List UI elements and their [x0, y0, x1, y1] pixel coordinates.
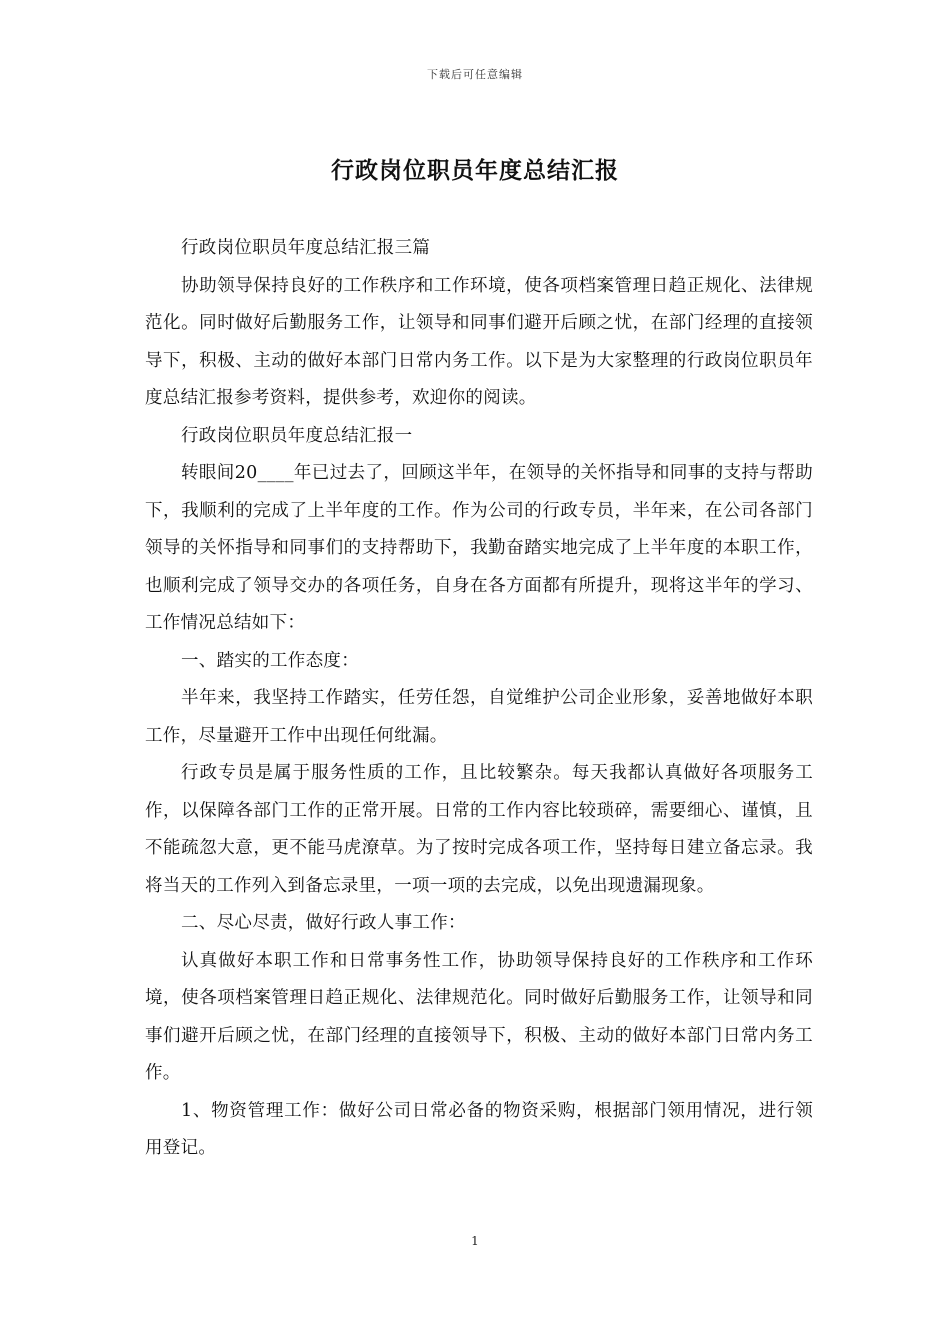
section-heading: 二、尽心尽责，做好行政人事工作：	[181, 913, 466, 933]
header-note: 下载后可任意编辑	[427, 68, 523, 81]
section-heading: 一、踏实的工作态度：	[181, 650, 359, 671]
paragraph: 行政专员是属于服务性质的工作，且比较繁杂。每天我都认真做好各项服务工作，以保障各部门工作的正常开展。日常的工作内容比较琐碎，需要细心、谨慎，且不能疏忽大意，更不能马虎潦草。为了按时完成各项工作，坚持每日建立备忘录。我将当天的工作列入到备忘录里，一项一项的去完成，以免出现遗漏现象。	[145, 763, 813, 896]
paragraph: 1、物资管理工作：做好公司日常必备的物资采购，根据部门领用情况，进行领用登记。	[145, 1100, 813, 1158]
paragraph: 行政岗位职员年度总结汇报三篇	[181, 238, 431, 258]
page-number: 1	[471, 1234, 479, 1248]
paragraph: 协助领导保持良好的工作秩序和工作环境，使各项档案管理日趋正规化、法律规范化。同时做好后勤服务工作，让领导和同事们避开后顾之忧，在部门经理的直接领导下，积极、主动的做好本部门日常内务工作。以下是为大家整理的行政岗位职员年度总结汇报参考资料，提供参考，欢迎你的阅读。	[145, 275, 813, 408]
paragraph: 转眼间20____年已过去了，回顾这半年，在领导的关怀指导和同事的支持与帮助下，我顺利的完成了上半年度的工作。作为公司的行政专员，半年来，在公司各部门领导的关怀指导和同事们的支持帮助下，我勤奋踏实地完成了上半年度的本职工作，也顺利完成了领导交办的各项任务，自身在各方面都有所提升，现将这半年的学习、工作情况总结如下：	[145, 463, 813, 633]
paragraph: 半年来，我坚持工作踏实，任劳任怨，自觉维护公司企业形象，妥善地做好本职工作，尽量避开工作中出现任何纰漏。	[145, 688, 813, 746]
document-body	[145, 230, 813, 1168]
paragraph: 认真做好本职工作和日常事务性工作，协助领导保持良好的工作秩序和工作环境，使各项档案管理日趋正规化、法律规范化。同时做好后勤服务工作，让领导和同事们避开后顾之忧，在部门经理的直接领导下，积极、主动的做好本部门日常内务工作。	[145, 950, 813, 1083]
document-title: 行政岗位职员年度总结汇报	[331, 157, 619, 184]
paragraph: 行政岗位职员年度总结汇报一	[181, 425, 413, 446]
